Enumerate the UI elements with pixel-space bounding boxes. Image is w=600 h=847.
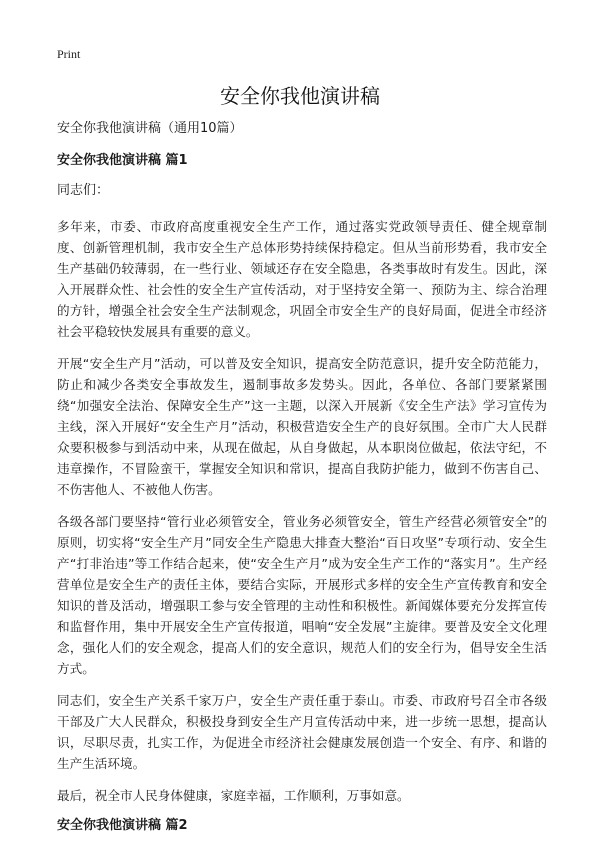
section-heading-1: 安全你我他演讲稿 篇1 [57, 153, 188, 168]
paragraph-2: 开展“安全生产月”活动，可以普及安全知识，提高安全防范意识，提升安全防范能力，防止和减少各类安全事故发生，遏制事故多发势头。因此，各单位、各部门要紧紧围绕“加强安全法治、保障安全生产”这一主题，以深入开展新《安全生产法》学习宣传为主线，深入开展好“安全生产月”活动，积极营造安全生产的良好氛围。全市广大人民群众要积极参与到活动中来，从现在做起，从自身做起，从本职岗位做起，依法守纪，不违章操作，不冒险蛮干，掌握安全知识和常识，提高自我防护能力，做到不伤害自己、不伤害他人、不被他人伤害。 [57, 356, 547, 497]
paragraph-4: 同志们，安全生产关系千家万户，安全生产责任重于泰山。市委、市政府号召全市各级干部及广大人民群众，积极投身到安全生产月宣传活动中来，进一步统一思想，提高认识，尽职尽责，扎实工作，为促进全市经济社会健康发展创造一个安全、有序、和谐的生产生活环境。 [57, 693, 547, 771]
section-heading-2: 安全你我他演讲稿 篇2 [57, 818, 188, 833]
paragraph-3: 各级各部门要坚持“管行业必须管安全，管业务必须管安全，管生产经营必须管安全”的原则，切实将“安全生产月”同安全生产隐患大排查大整治“百日攻坚”专项行动、安全生产“打非治违”等工作结合起来，使“安全生产月”成为安全生产工作的“落实月”。生产经营单位是安全生产的责任主体，要结合实际，开展形式多样的安全生产宣传教育和安全知识的普及活动，增强职工参与安全管理的主动性和积极性。新闻媒体要充分发挥宣传和监督作用，集中开展安全生产宣传报道，唱响“安全发展”主旋律。要普及安全文化理念，强化人们的安全观念，提高人们的安全意识，规范人们的安全行为，倡导安全生活方式。 [57, 514, 547, 676]
page-title: 安全你我他演讲稿 [220, 84, 380, 108]
paragraph-1: 多年来，市委、市政府高度重视安全生产工作，通过落实党政领导责任、健全规章制度、创新管理机制，我市安全生产总体形势持续保持稳定。但从当前形势看，我市安全生产基础仍较薄弱，在一些行业、领域还存在安全隐患，各类事故时有发生。因此，深入开展群众性、社会性的安全生产宣传活动，对于坚持安全第一、预防为主、综合治理的方针，增强全社会安全生产法制观念，巩固全市安全生产的良好局面，促进全市经济社会平稳较快发展具有重要的意义。 [57, 219, 547, 339]
article-body [57, 120, 547, 847]
paragraph-5: 最后，祝全市人民身体健康，家庭幸福，工作顺利，万事如意。 [57, 788, 410, 803]
print-link[interactable]: Print [57, 47, 81, 61]
article-subtitle: 安全你我他演讲稿（通用10篇） [57, 121, 243, 136]
greeting: 同志们： [57, 183, 110, 198]
